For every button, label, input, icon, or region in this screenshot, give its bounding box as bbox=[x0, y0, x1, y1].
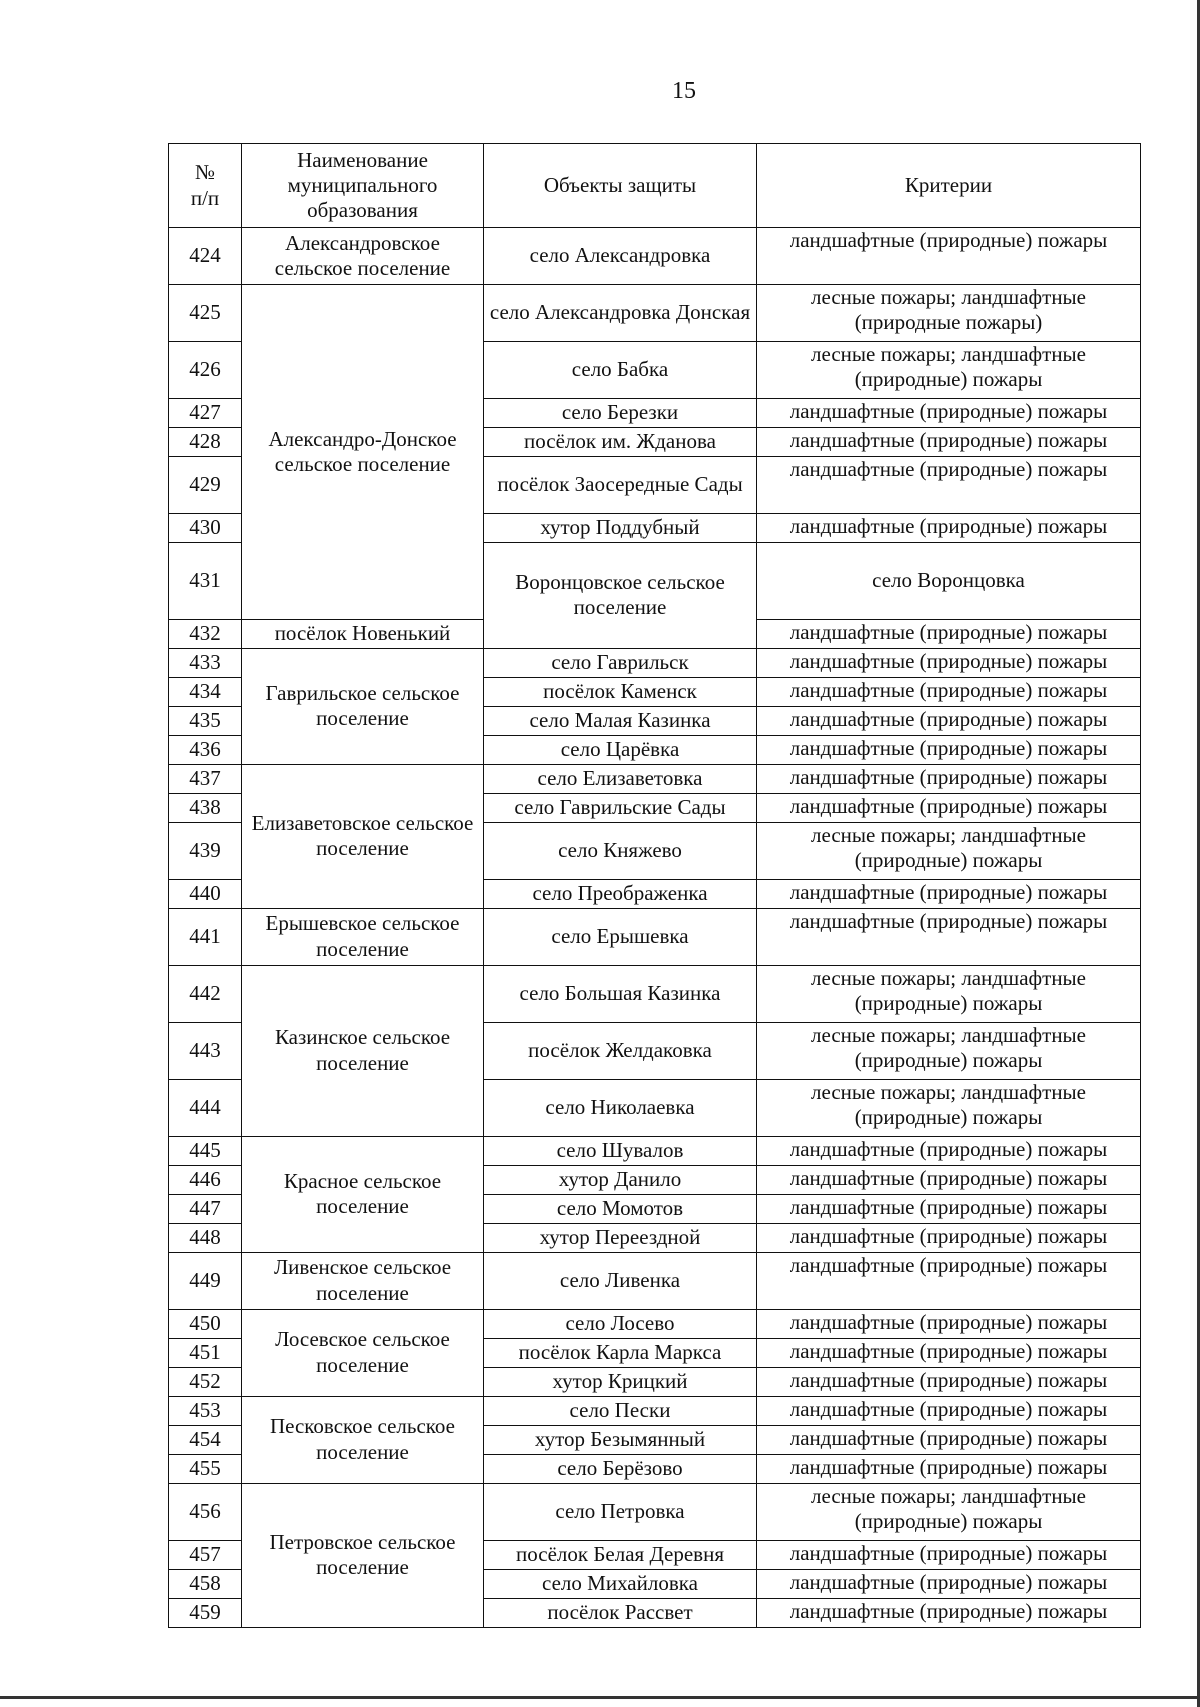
protection-objects-table bbox=[168, 143, 1141, 1628]
row-number: 456 bbox=[169, 1483, 242, 1540]
row-number: 446 bbox=[169, 1165, 242, 1194]
fire-criteria: лесные пожары; ландшафтные (природные) пожары bbox=[757, 1079, 1141, 1136]
fire-criteria: ландшафтные (природные) пожары bbox=[757, 1165, 1141, 1194]
municipality-name: Александро-Донское сельское поселение bbox=[242, 285, 484, 620]
row-number: 448 bbox=[169, 1223, 242, 1252]
protection-object: хутор Данило bbox=[484, 1165, 757, 1194]
table-row bbox=[169, 648, 1141, 677]
protection-object: посёлок Желдаковка bbox=[484, 1022, 757, 1079]
protection-object: село Петровка bbox=[484, 1483, 757, 1540]
header-number: № п/п bbox=[169, 144, 242, 228]
protection-object: село Царёвка bbox=[484, 735, 757, 764]
protection-object: село Гаврильск bbox=[484, 648, 757, 677]
fire-criteria: ландшафтные (природные) пожары bbox=[757, 1223, 1141, 1252]
fire-criteria: ландшафтные (природные) пожары bbox=[757, 1367, 1141, 1396]
protection-object: село Николаевка bbox=[484, 1079, 757, 1136]
fire-criteria: ландшафтные (природные) пожары bbox=[757, 399, 1141, 428]
row-number: 433 bbox=[169, 648, 242, 677]
row-number: 432 bbox=[169, 619, 242, 648]
fire-criteria: ландшафтные (природные) пожары bbox=[757, 1454, 1141, 1483]
fire-criteria: лесные пожары; ландшафтные (природные пожары) bbox=[757, 285, 1141, 342]
row-number: 435 bbox=[169, 706, 242, 735]
table-row bbox=[169, 965, 1141, 1022]
row-number: 438 bbox=[169, 793, 242, 822]
table-row bbox=[169, 1483, 1141, 1540]
row-number: 445 bbox=[169, 1136, 242, 1165]
fire-criteria: ландшафтные (природные) пожары bbox=[757, 879, 1141, 908]
row-number: 436 bbox=[169, 735, 242, 764]
protection-object: село Преображенка bbox=[484, 879, 757, 908]
row-number: 437 bbox=[169, 764, 242, 793]
row-number: 450 bbox=[169, 1309, 242, 1338]
municipality-name: Гаврильское сельское поселение bbox=[242, 648, 484, 764]
municipality-name: Александровское сельское поселение bbox=[242, 228, 484, 285]
fire-criteria: ландшафтные (природные) пожары bbox=[757, 228, 1141, 285]
row-number: 453 bbox=[169, 1396, 242, 1425]
protection-object: село Берёзово bbox=[484, 1454, 757, 1483]
municipality-name: Ерышевское сельское поселение bbox=[242, 908, 484, 965]
row-number: 440 bbox=[169, 879, 242, 908]
table-body bbox=[169, 228, 1141, 1628]
row-number: 430 bbox=[169, 514, 242, 543]
fire-criteria: ландшафтные (природные) пожары bbox=[757, 1540, 1141, 1569]
row-number: 429 bbox=[169, 457, 242, 514]
table-header bbox=[169, 144, 1141, 228]
row-number: 447 bbox=[169, 1194, 242, 1223]
row-number: 425 bbox=[169, 285, 242, 342]
fire-criteria: ландшафтные (природные) пожары bbox=[757, 1309, 1141, 1338]
fire-criteria: ландшафтные (природные) пожары bbox=[757, 457, 1141, 514]
row-number: 434 bbox=[169, 677, 242, 706]
fire-criteria: ландшафтные (природные) пожары bbox=[757, 514, 1141, 543]
row-number: 442 bbox=[169, 965, 242, 1022]
row-number: 457 bbox=[169, 1540, 242, 1569]
row-number: 439 bbox=[169, 822, 242, 879]
municipality-name: Петровское сельское поселение bbox=[242, 1483, 484, 1627]
row-number: 427 bbox=[169, 399, 242, 428]
table-row bbox=[169, 1252, 1141, 1309]
protection-object: село Елизаветовка bbox=[484, 764, 757, 793]
header-criteria: Критерии bbox=[757, 144, 1141, 228]
fire-criteria: ландшафтные (природные) пожары bbox=[757, 1425, 1141, 1454]
header-municipality: Наименование муниципального образования bbox=[242, 144, 484, 228]
protection-object: посёлок Карла Маркса bbox=[484, 1338, 757, 1367]
fire-criteria: ландшафтные (природные) пожары bbox=[757, 1598, 1141, 1627]
municipality-name: Елизаветовское сельское поселение bbox=[242, 764, 484, 908]
row-number: 454 bbox=[169, 1425, 242, 1454]
fire-criteria: ландшафтные (природные) пожары bbox=[757, 1338, 1141, 1367]
row-number: 428 bbox=[169, 428, 242, 457]
municipality-name: Ливенское сельское поселение bbox=[242, 1252, 484, 1309]
protection-object: село Малая Казинка bbox=[484, 706, 757, 735]
row-number: 444 bbox=[169, 1079, 242, 1136]
fire-criteria: лесные пожары; ландшафтные (природные) пожары bbox=[757, 342, 1141, 399]
protection-object: хутор Поддубный bbox=[484, 514, 757, 543]
protection-object: село Ливенка bbox=[484, 1252, 757, 1309]
fire-criteria: ландшафтные (природные) пожары bbox=[757, 619, 1141, 648]
fire-criteria: ландшафтные (природные) пожары bbox=[757, 1396, 1141, 1425]
row-number: 443 bbox=[169, 1022, 242, 1079]
table-row bbox=[169, 1396, 1141, 1425]
protection-object: хутор Переездной bbox=[484, 1223, 757, 1252]
protection-object: село Момотов bbox=[484, 1194, 757, 1223]
page-number: 15 bbox=[672, 78, 696, 104]
protection-object: село Березки bbox=[484, 399, 757, 428]
fire-criteria: ландшафтные (природные) пожары bbox=[757, 908, 1141, 965]
row-number: 441 bbox=[169, 908, 242, 965]
municipality-name: Лосевское сельское поселение bbox=[242, 1309, 484, 1396]
header-objects: Объекты защиты bbox=[484, 144, 757, 228]
protection-object: посёлок Каменск bbox=[484, 677, 757, 706]
row-number: 455 bbox=[169, 1454, 242, 1483]
scan-edge-bottom bbox=[0, 1696, 1200, 1699]
protection-object: посёлок Рассвет bbox=[484, 1598, 757, 1627]
protection-object: хутор Крицкий bbox=[484, 1367, 757, 1396]
table-row bbox=[169, 228, 1141, 285]
protection-object: село Воронцовка bbox=[757, 543, 1141, 620]
fire-criteria: ландшафтные (природные) пожары bbox=[757, 648, 1141, 677]
municipality-name: Красное сельское поселение bbox=[242, 1136, 484, 1252]
fire-criteria: ландшафтные (природные) пожары bbox=[757, 1194, 1141, 1223]
protection-object: село Александровка bbox=[484, 228, 757, 285]
row-number: 424 bbox=[169, 228, 242, 285]
fire-criteria: лесные пожары; ландшафтные (природные) пожары bbox=[757, 822, 1141, 879]
fire-criteria: лесные пожары; ландшафтные (природные) пожары bbox=[757, 1483, 1141, 1540]
table-row bbox=[169, 764, 1141, 793]
fire-criteria: ландшафтные (природные) пожары bbox=[757, 793, 1141, 822]
fire-criteria: ландшафтные (природные) пожары bbox=[757, 1252, 1141, 1309]
protection-object: село Михайловка bbox=[484, 1569, 757, 1598]
protection-object: село Гаврильские Сады bbox=[484, 793, 757, 822]
fire-criteria: лесные пожары; ландшафтные (природные) пожары bbox=[757, 965, 1141, 1022]
protection-object: село Большая Казинка bbox=[484, 965, 757, 1022]
protection-object: хутор Безымянный bbox=[484, 1425, 757, 1454]
municipality-name: Песковское сельское поселение bbox=[242, 1396, 484, 1483]
municipality-name: Воронцовское сельское поселение bbox=[484, 543, 757, 649]
row-number: 451 bbox=[169, 1338, 242, 1367]
protection-object: посёлок Белая Деревня bbox=[484, 1540, 757, 1569]
protection-object: село Ерышевка bbox=[484, 908, 757, 965]
row-number: 458 bbox=[169, 1569, 242, 1598]
fire-criteria: лесные пожары; ландшафтные (природные) пожары bbox=[757, 1022, 1141, 1079]
table-row bbox=[169, 1136, 1141, 1165]
fire-criteria: ландшафтные (природные) пожары bbox=[757, 764, 1141, 793]
protection-object: село Бабка bbox=[484, 342, 757, 399]
table-row bbox=[169, 908, 1141, 965]
row-number: 459 bbox=[169, 1598, 242, 1627]
protection-object: посёлок Заосередные Сады bbox=[484, 457, 757, 514]
fire-criteria: ландшафтные (природные) пожары bbox=[757, 677, 1141, 706]
protection-object: село Александровка Донская bbox=[484, 285, 757, 342]
protection-object: село Лосево bbox=[484, 1309, 757, 1338]
fire-criteria: ландшафтные (природные) пожары bbox=[757, 1136, 1141, 1165]
row-number: 431 bbox=[169, 543, 242, 620]
row-number: 449 bbox=[169, 1252, 242, 1309]
protection-object: село Пески bbox=[484, 1396, 757, 1425]
protection-object: село Княжево bbox=[484, 822, 757, 879]
municipality-name: Казинское сельское поселение bbox=[242, 965, 484, 1136]
row-number: 452 bbox=[169, 1367, 242, 1396]
protection-object: посёлок Новенький bbox=[242, 619, 484, 648]
table-row bbox=[169, 1309, 1141, 1338]
fire-criteria: ландшафтные (природные) пожары bbox=[757, 428, 1141, 457]
protection-object: посёлок им. Жданова bbox=[484, 428, 757, 457]
protection-object: село Шувалов bbox=[484, 1136, 757, 1165]
fire-criteria: ландшафтные (природные) пожары bbox=[757, 1569, 1141, 1598]
fire-criteria: ландшафтные (природные) пожары bbox=[757, 735, 1141, 764]
table-row bbox=[169, 285, 1141, 342]
fire-criteria: ландшафтные (природные) пожары bbox=[757, 706, 1141, 735]
row-number: 426 bbox=[169, 342, 242, 399]
